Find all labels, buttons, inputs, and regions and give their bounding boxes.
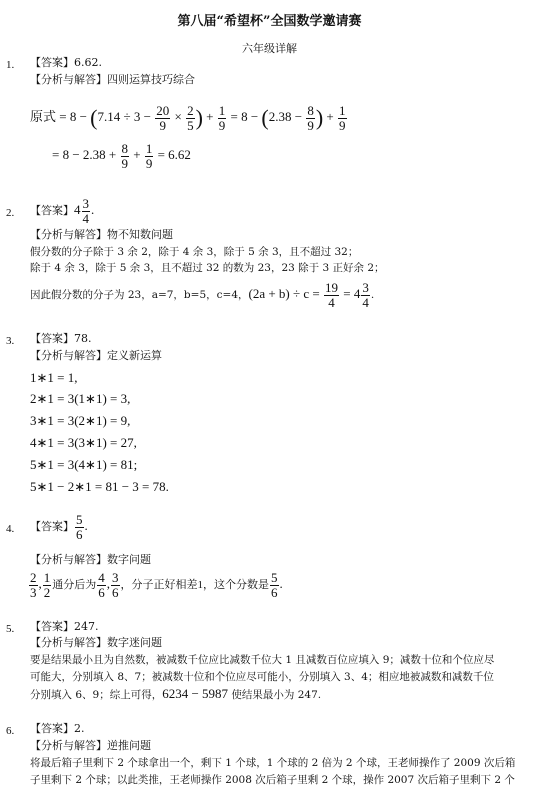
eq-text: , xyxy=(106,576,110,592)
paren-close: ) xyxy=(195,105,203,131)
eq-text: 原式 = 8 − xyxy=(30,109,91,125)
numerator: 19 xyxy=(325,280,338,295)
analysis-line xyxy=(30,553,151,567)
analysis-line xyxy=(30,228,173,242)
fraction xyxy=(361,281,370,309)
equation-line-1 xyxy=(30,104,348,132)
denominator: 5 xyxy=(187,117,194,133)
numerator: 1 xyxy=(43,570,51,585)
topic: 数字迷问题 xyxy=(107,636,162,649)
fraction xyxy=(145,142,154,170)
equation-line: 3∗1 = 3(2∗1) = 9, xyxy=(30,413,131,428)
eq-text: = 8 − xyxy=(227,109,262,125)
numerator: 5 xyxy=(271,570,278,585)
analysis-tag: 【分析与解答】 xyxy=(30,739,107,752)
text-line: 可能大，分别填入 8、7；被减数十位和个位应尽可能小，分别填入 3、4；相应地被减数和减数千位 xyxy=(30,671,494,683)
fraction xyxy=(324,281,339,309)
fraction xyxy=(82,197,91,225)
answer-tag: 【答案】 xyxy=(30,620,74,633)
answer-whole: 4 xyxy=(74,202,81,218)
eq-text: + xyxy=(202,109,217,125)
answer-tag: 【答案】 xyxy=(30,56,74,69)
paren-open: ( xyxy=(90,105,98,131)
numerator: 3 xyxy=(112,570,119,585)
text-line: 假分数的分子除于 3 余 2，除于 4 余 3，除于 5 余 3，且不超过 32； xyxy=(30,246,359,258)
text: 使结果最小为 247. xyxy=(228,689,322,701)
analysis-tag: 【分析与解答】 xyxy=(30,636,107,649)
numerator: 3 xyxy=(82,196,89,211)
eq-text: = 8 − 2.38 + xyxy=(52,147,120,163)
fraction xyxy=(218,104,227,132)
fraction xyxy=(338,104,347,132)
paren-open: ( xyxy=(261,105,269,131)
fraction xyxy=(121,142,130,170)
eq-text: = 6.62 xyxy=(154,147,191,163)
problem-number: 1. xyxy=(6,59,15,71)
numerator: 1 xyxy=(339,103,346,118)
text-line xyxy=(30,687,321,702)
fraction xyxy=(306,104,315,132)
fraction xyxy=(186,104,195,132)
eq-text: (2a + b) ÷ c = xyxy=(248,286,323,302)
numerator: 2 xyxy=(187,103,194,118)
numerator: 3 xyxy=(362,280,369,295)
text-line: 要是结果最小且为自然数，被减数千位应比减数千位大 1 且减数百位应填入 9；减数十位和个位应尽 xyxy=(30,654,495,666)
eq-text: + xyxy=(130,147,144,163)
answer-line xyxy=(30,513,88,541)
eq-text: . xyxy=(279,576,283,592)
text: 分别填入 6、9；综上可得， xyxy=(30,689,163,701)
equation-line: 1∗1 = 1, xyxy=(30,370,78,385)
denominator: 6 xyxy=(112,584,119,600)
text-line: 子里剩下 2 个球；以此类推，王老师操作 2008 次后箱子里剩 2 个球，操作 2007 次后箱子里剩下 2 个 xyxy=(30,774,515,786)
answer-value: 2. xyxy=(74,722,85,735)
topic: 逆推问题 xyxy=(107,739,151,752)
problem-number: 3. xyxy=(6,335,15,347)
eq-text: 2.38 − xyxy=(268,109,306,125)
eq-text: , xyxy=(38,576,42,592)
answer-line xyxy=(30,620,99,634)
numerator: 4 xyxy=(98,570,105,585)
fraction xyxy=(43,571,52,599)
page-subtitle: 六年级详解 xyxy=(242,42,297,55)
answer-tag: 【答案】 xyxy=(30,722,74,735)
numerator: 20 xyxy=(156,103,170,118)
analysis-line xyxy=(30,636,162,650)
analysis-line xyxy=(30,73,195,87)
problem-number: 4. xyxy=(6,523,15,535)
fraction xyxy=(29,571,38,599)
answer-value: 78. xyxy=(74,332,92,345)
text-line: 除于 4 余 3，除于 5 余 3，且不超过 32 的数为 23，23 除于 3 正好余 2； xyxy=(30,262,385,274)
equation-line: 5∗1 − 2∗1 = 81 − 3 = 78. xyxy=(30,479,169,494)
denominator: 3 xyxy=(30,584,37,600)
denominator: 9 xyxy=(218,117,226,133)
eq-text: = 4 xyxy=(340,286,361,302)
eq-text: . xyxy=(370,289,375,302)
eq-text: . xyxy=(91,202,95,218)
analysis-line xyxy=(30,739,151,753)
fraction xyxy=(97,571,106,599)
numerator: 2 xyxy=(30,570,37,585)
text-line xyxy=(30,281,374,309)
equation-line: 4∗1 = 3(3∗1) = 27, xyxy=(30,435,137,450)
denominator: 6 xyxy=(98,584,105,600)
analysis-tag: 【分析与解答】 xyxy=(30,73,107,86)
problem-number: 2. xyxy=(6,207,15,219)
answer-tag: 【答案】 xyxy=(30,205,74,218)
numerator: 1 xyxy=(218,103,226,118)
denominator: 9 xyxy=(121,155,128,171)
denominator: 6 xyxy=(271,584,278,600)
answer-value: 6.62. xyxy=(74,56,102,69)
fraction xyxy=(270,571,279,599)
eq-text: + xyxy=(323,109,337,125)
answer-tag: 【答案】 xyxy=(30,332,74,345)
answer-line xyxy=(30,722,85,736)
equation-line xyxy=(28,571,283,599)
problem-number: 5. xyxy=(6,623,15,635)
analysis-tag: 【分析与解答】 xyxy=(30,228,107,241)
text-line: 将最后箱子里剩下 2 个球拿出一个，剩下 1 个球，1 个球的 2 倍为 2 个球，王老师操作了 2009 次后箱 xyxy=(30,757,516,769)
denominator: 6 xyxy=(76,526,83,542)
answer-line xyxy=(30,197,94,225)
analysis-tag: 【分析与解答】 xyxy=(30,349,107,362)
denominator: 9 xyxy=(307,117,314,133)
answer-line xyxy=(30,332,92,346)
topic: 四则运算技巧综合 xyxy=(107,73,195,86)
numerator: 8 xyxy=(121,141,128,156)
denominator: 9 xyxy=(339,117,346,133)
analysis-tag: 【分析与解答】 xyxy=(30,553,107,566)
numerator: 8 xyxy=(307,103,314,118)
text: ，分子正好相差1，这个分数是 xyxy=(120,579,269,592)
topic: 定义新运算 xyxy=(107,349,162,362)
analysis-line xyxy=(30,349,162,363)
text: 通分后为 xyxy=(52,579,97,592)
text: 因此假分数的分子为 23，a=7，b=5，c=4， xyxy=(30,289,249,302)
answer-line xyxy=(30,56,102,70)
equation-line-2 xyxy=(52,142,191,170)
eq-text: 7.14 ÷ 3 − xyxy=(97,109,155,125)
denominator: 4 xyxy=(362,294,369,310)
denominator: 2 xyxy=(43,584,51,600)
eq-text: × xyxy=(171,109,186,125)
paren-close: ) xyxy=(315,105,324,131)
denominator: 9 xyxy=(145,155,153,171)
equation-line: 2∗1 = 3(1∗1) = 3, xyxy=(30,391,131,406)
denominator: 4 xyxy=(328,294,335,310)
problem-number: 6. xyxy=(6,725,15,737)
fraction xyxy=(155,104,170,132)
topic: 数字问题 xyxy=(107,553,151,566)
fraction xyxy=(75,513,84,541)
fraction xyxy=(111,571,120,599)
page-title: 第八届“希望杯”全国数学邀请赛 xyxy=(177,14,362,29)
numerator: 1 xyxy=(145,141,153,156)
eq-text: 6234 − 5987 xyxy=(162,686,229,701)
equation-line: 5∗1 = 3(4∗1) = 81; xyxy=(30,457,138,472)
numerator: 5 xyxy=(76,512,83,527)
denominator: 9 xyxy=(159,117,166,133)
denominator: 4 xyxy=(82,210,89,226)
eq-text: . xyxy=(84,518,88,534)
topic: 物不知数问题 xyxy=(107,228,173,241)
answer-tag: 【答案】 xyxy=(30,521,74,534)
answer-value: 247. xyxy=(74,620,99,633)
